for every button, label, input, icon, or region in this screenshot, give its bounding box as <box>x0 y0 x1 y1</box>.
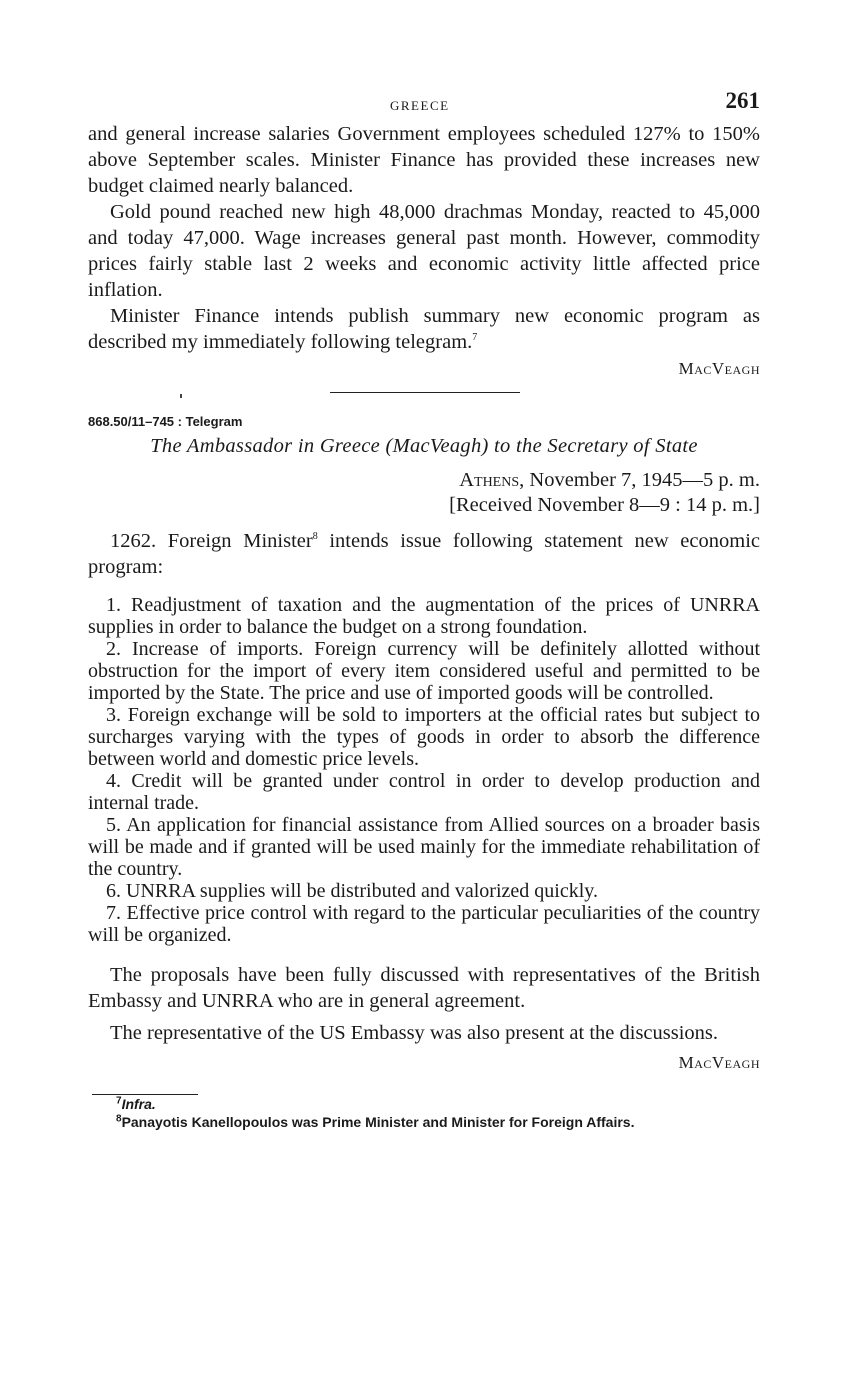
footnote-mark: 8 <box>116 1113 122 1125</box>
dateline-place: Athens, <box>459 469 525 491</box>
telegram-document <box>88 414 760 1074</box>
footnote <box>92 1095 760 1113</box>
list-item: 1. Readjustment of taxation and the augmentation of the prices of UNRRA supplies in order to balance the budget on a strong foundation. <box>88 594 760 638</box>
print-speck <box>180 394 182 398</box>
intro-text: 1262. Foreign Minister <box>110 530 313 552</box>
running-head <box>88 84 760 118</box>
list-item: 7. Effective price control with regard to the particular peculiarities of the country will be organized. <box>88 902 760 946</box>
received-note: [Received November 8—9 : 14 p. m.] <box>449 494 760 516</box>
list-item: 3. Foreign exchange will be sold to importers at the official rates but subject to surcharges varying with the types of goods in order to absorb the difference between world and domestic price levels. <box>88 704 760 770</box>
closing-paragraphs <box>88 962 760 1046</box>
footnote-text: Panayotis Kanellopoulos was Prime Minister and Minister for Foreign Affairs. <box>121 1114 635 1130</box>
program-points-list <box>88 594 760 946</box>
paragraph-text: Minister Finance intends publish summary new economic program as described my immediately following telegram. <box>88 305 760 353</box>
section-divider <box>88 380 760 406</box>
footnote-reference: 7 <box>472 332 478 344</box>
page-number: 261 <box>725 88 760 113</box>
intro-paragraph <box>88 528 760 580</box>
signature: MacVeagh <box>678 1053 760 1072</box>
document-page <box>88 84 760 1131</box>
paragraph: Gold pound reached new high 48,000 drachmas Monday, reacted to 45,000 and today 47,000. Wage increases general past month. However, commodity prices fairly stable last 2 weeks and economic activity little affected price inflation. <box>88 201 760 301</box>
footnote-mark: 7 <box>116 1095 122 1107</box>
document-heading: The Ambassador in Greece (MacVeagh) to the Secretary of State <box>150 435 698 457</box>
footnote <box>92 1113 760 1131</box>
list-item: 2. Increase of imports. Foreign currency will be definitely allotted without obstruction for the import of every item considered useful and permitted to be imported by the State. The price and use of imported goods will be controlled. <box>88 638 760 704</box>
footnote-reference: 8 <box>312 531 318 543</box>
paragraph: The representative of the US Embassy was also present at the discussions. <box>110 1022 719 1044</box>
running-head-title: GREECE <box>390 98 450 113</box>
list-item: 4. Credit will be granted under control in order to develop production and internal trade. <box>88 770 760 814</box>
list-item: 5. An application for financial assistance from Allied sources on a broader basis will be made and if granted will be used mainly for the immediate rehabilitation of the country. <box>88 814 760 880</box>
paragraph <box>88 303 760 355</box>
footnotes <box>88 1094 760 1131</box>
list-item: 6. UNRRA supplies will be distributed and valorized quickly. <box>106 880 598 902</box>
footnote-text: Infra. <box>121 1096 156 1112</box>
dateline-date: November 7, 1945—5 p. m. <box>529 469 760 491</box>
previous-telegram-section <box>88 121 760 380</box>
paragraph: The proposals have been fully discussed with representatives of the British Embassy and UNRRA who are in general agreement. <box>88 964 760 1012</box>
intro-text-continued: intends issue following statement new economic program: <box>88 530 760 578</box>
signature: MacVeagh <box>678 359 760 378</box>
dateline <box>88 468 760 518</box>
document-id: 868.50/11–745 : Telegram <box>88 414 243 429</box>
divider-rule <box>330 392 520 393</box>
paragraph: and general increase salaries Government employees scheduled 127% to 150% above September scales. Minister Finance has provided these increases new budget claimed nearly balanced. <box>88 123 760 197</box>
